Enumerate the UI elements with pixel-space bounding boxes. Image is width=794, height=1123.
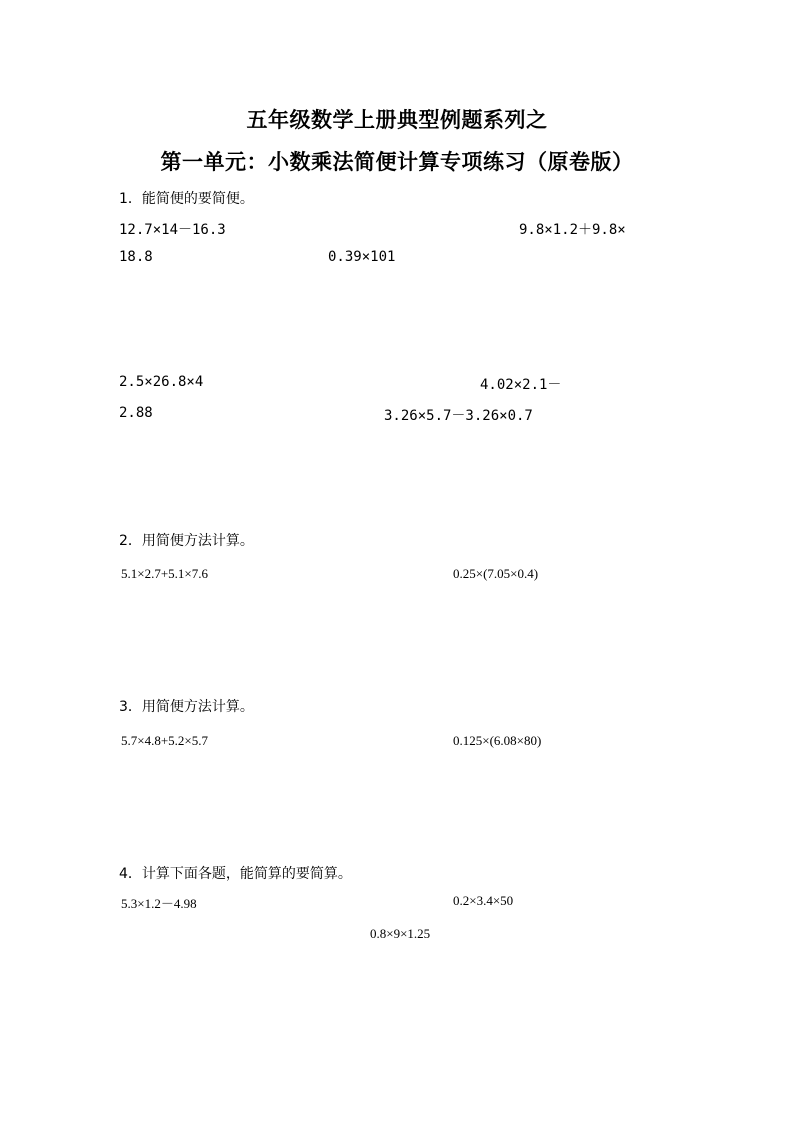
problem-4-1: 5.3×1.2－4.98 [121, 896, 197, 911]
problem-1-5-part1: 4.02×2.1－ [480, 377, 562, 393]
problem-1-4: 2.5×26.8×4 [119, 374, 204, 390]
problem-2-2: 0.25×(7.05×0.4) [453, 566, 539, 581]
problem-1-2-part1: 9.8×1.2＋9.8× [519, 222, 626, 238]
problem-4-2: 0.2×3.4×50 [453, 893, 514, 908]
problem-1-6: 3.26×5.7－3.26×0.7 [384, 408, 533, 424]
question-4-heading: 4．计算下面各题，能简算的要简算。 [119, 866, 352, 882]
problem-3-1: 5.7×4.8+5.2×5.7 [121, 733, 208, 748]
problem-2-1: 5.1×2.7+5.1×7.6 [121, 566, 208, 581]
problem-1-2-part2: 18.8 [119, 249, 153, 265]
question-2-heading: 2．用简便方法计算。 [119, 533, 254, 549]
page-title-line2: 第一单元：小数乘法简便计算专项练习（原卷版） [160, 150, 634, 174]
problem-3-2: 0.125×(6.08×80) [453, 733, 542, 748]
question-1-heading: 1．能简便的要简便。 [119, 191, 254, 207]
problem-1-5-part2: 2.88 [119, 405, 153, 421]
problem-1-3: 0.39×101 [328, 249, 396, 265]
problem-4-3: 0.8×9×1.25 [370, 926, 431, 941]
page-title-line1: 五年级数学上册典型例题系列之 [246, 108, 548, 132]
question-3-heading: 3．用简便方法计算。 [119, 699, 254, 715]
problem-1-1: 12.7×14－16.3 [119, 222, 226, 238]
